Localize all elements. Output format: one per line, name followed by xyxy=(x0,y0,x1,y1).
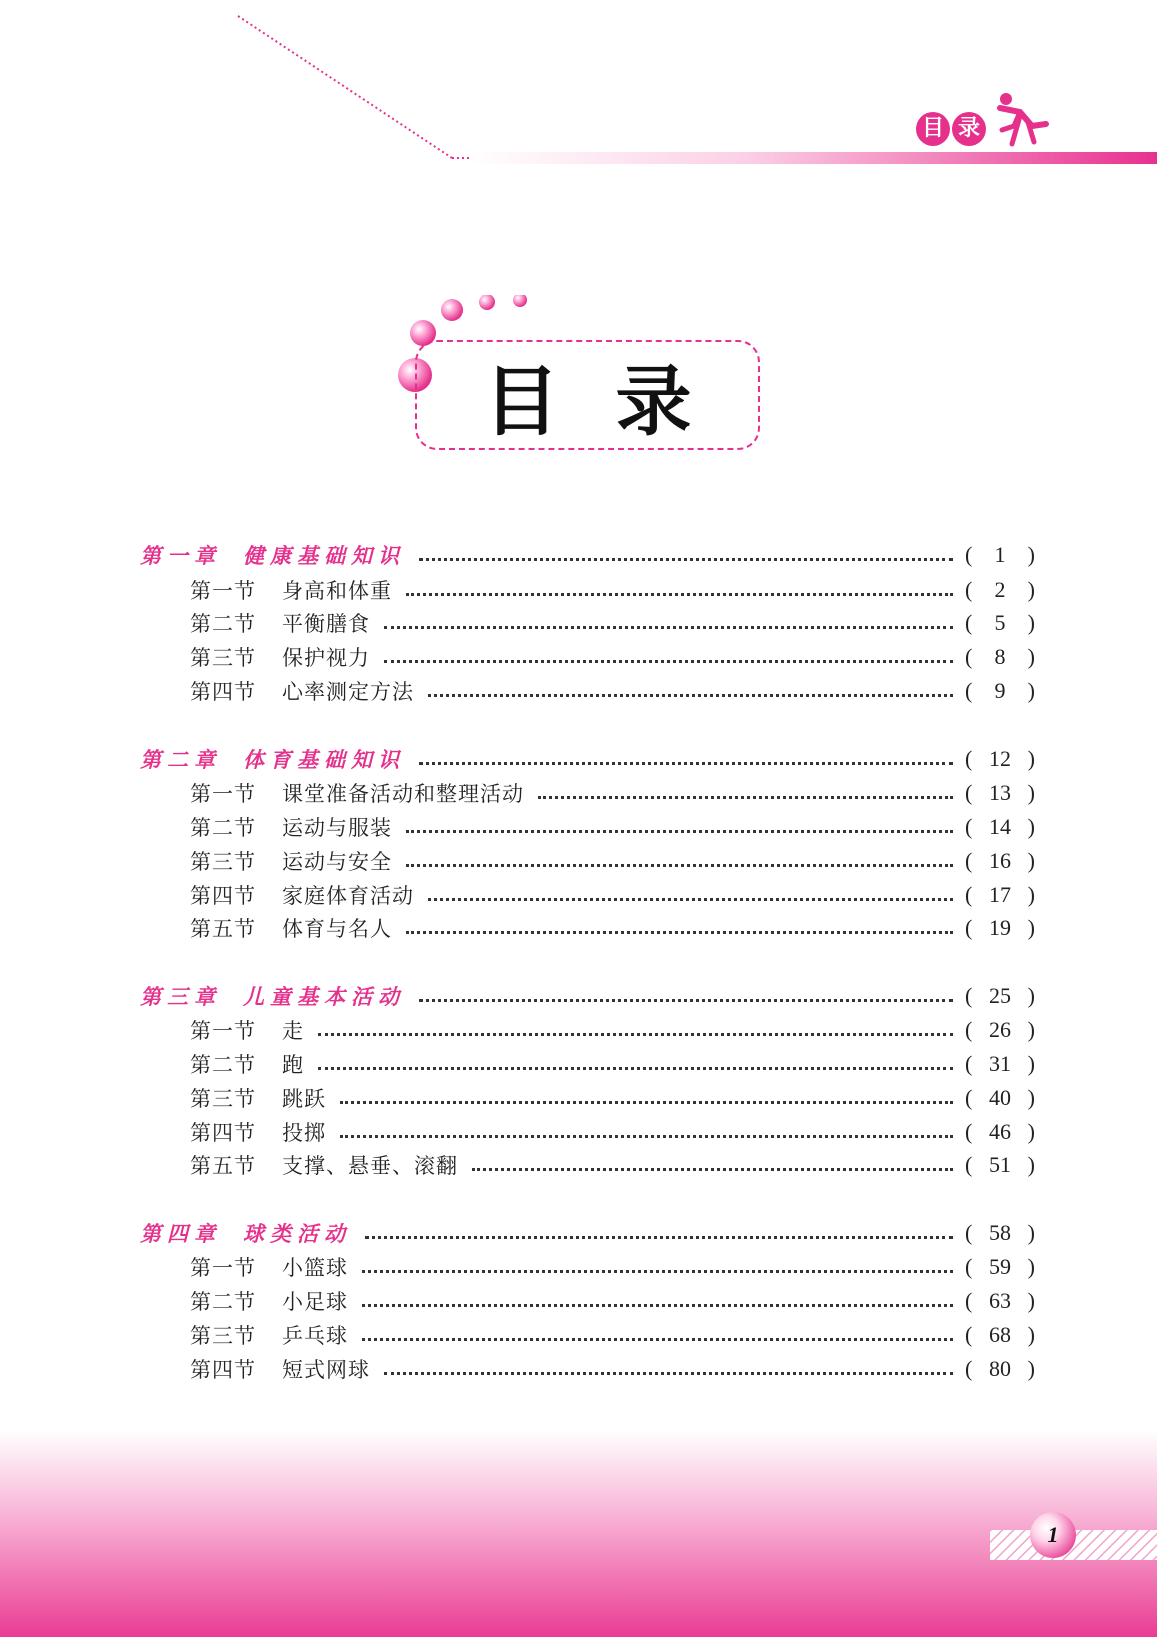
page-ref: ( 40 ) xyxy=(965,1085,1035,1110)
page-ref: ( 8 ) xyxy=(965,644,1035,669)
section-title: 小篮球 xyxy=(282,1256,348,1280)
page-ref: ( 63 ) xyxy=(965,1288,1035,1313)
section-title: 乒乓球 xyxy=(282,1324,348,1348)
page-ref: ( 26 ) xyxy=(965,1017,1035,1042)
toc-section-2-1[interactable] xyxy=(140,778,1035,808)
section-title: 运动与安全 xyxy=(282,850,392,874)
toc-section-1-3[interactable] xyxy=(140,642,1035,672)
dot-leader xyxy=(384,660,953,663)
toc-chapter-4[interactable] xyxy=(140,1218,1035,1248)
section-title: 身高和体重 xyxy=(282,579,392,603)
page-number: 13 xyxy=(989,780,1011,805)
toc-section-2-5[interactable] xyxy=(140,913,1035,943)
chapter-title: 体育基础知识 xyxy=(243,747,405,772)
chapter-title: 球类活动 xyxy=(243,1221,351,1246)
page-number: 19 xyxy=(989,915,1011,940)
section-title: 投掷 xyxy=(282,1121,326,1145)
page-number: 2 xyxy=(994,577,1006,602)
section-number: 第四节 xyxy=(190,884,256,908)
dot-leader xyxy=(318,1033,953,1036)
dot-leader xyxy=(428,898,953,901)
toc-section-3-3[interactable] xyxy=(140,1083,1035,1113)
section-number: 第三节 xyxy=(190,850,256,874)
page-number: 51 xyxy=(989,1152,1011,1177)
toc-section-4-1[interactable] xyxy=(140,1252,1035,1282)
toc-section-3-2[interactable] xyxy=(140,1049,1035,1079)
section-number: 第四节 xyxy=(190,680,256,704)
section-number: 第三节 xyxy=(190,1324,256,1348)
page-number: 58 xyxy=(989,1220,1011,1245)
section-title: 支撑、悬垂、滚翻 xyxy=(282,1154,458,1178)
page-number: 40 xyxy=(989,1085,1011,1110)
page-title: 目录 xyxy=(483,356,748,446)
dot-leader xyxy=(362,1304,953,1307)
dot-leader xyxy=(406,931,953,934)
toc-chapter-1[interactable] xyxy=(140,540,1035,570)
header-badge-char-2: 录 xyxy=(952,112,986,146)
dot-leader xyxy=(318,1067,953,1070)
footer-gradient-band xyxy=(0,1430,1157,1637)
section-number: 第二节 xyxy=(190,1290,256,1314)
section-number: 第二节 xyxy=(190,612,256,636)
section-number: 第四节 xyxy=(190,1358,256,1382)
toc-section-3-5[interactable] xyxy=(140,1150,1035,1180)
page-ref: ( 68 ) xyxy=(965,1322,1035,1347)
page-ref: ( 17 ) xyxy=(965,882,1035,907)
toc-section-4-2[interactable] xyxy=(140,1286,1035,1316)
dot-leader xyxy=(340,1135,953,1138)
page-number: 16 xyxy=(989,848,1011,873)
runner-icon xyxy=(992,90,1052,150)
section-title: 短式网球 xyxy=(282,1358,370,1382)
toc-section-1-2[interactable] xyxy=(140,608,1035,638)
toc-section-4-4[interactable] xyxy=(140,1354,1035,1384)
section-title: 走 xyxy=(282,1019,304,1043)
section-title: 体育与名人 xyxy=(282,917,392,941)
toc-section-2-3[interactable] xyxy=(140,846,1035,876)
chapter-number: 第一章 xyxy=(140,543,221,568)
header-gradient-band xyxy=(470,152,1157,164)
dot-leader xyxy=(340,1101,953,1104)
dot-leader xyxy=(365,1236,953,1239)
toc-section-1-4[interactable] xyxy=(140,676,1035,706)
page-number: 80 xyxy=(989,1356,1011,1381)
page-number: 5 xyxy=(994,610,1006,635)
section-title: 家庭体育活动 xyxy=(282,884,414,908)
toc-section-3-1[interactable] xyxy=(140,1015,1035,1045)
section-title: 跳跃 xyxy=(282,1087,326,1111)
dot-leader xyxy=(419,762,953,765)
page-ref: ( 14 ) xyxy=(965,814,1035,839)
section-title: 运动与服装 xyxy=(282,816,392,840)
dot-leader xyxy=(384,626,953,629)
dot-leader xyxy=(362,1270,953,1273)
page-number: 8 xyxy=(994,644,1006,669)
page-ref: ( 59 ) xyxy=(965,1254,1035,1279)
page-ref: ( 19 ) xyxy=(965,915,1035,940)
page-number: 17 xyxy=(989,882,1011,907)
section-number: 第三节 xyxy=(190,1087,256,1111)
dot-leader xyxy=(419,999,953,1002)
section-number: 第一节 xyxy=(190,1256,256,1280)
page-number: 14 xyxy=(989,814,1011,839)
page-number: 9 xyxy=(994,678,1006,703)
toc-section-2-4[interactable] xyxy=(140,880,1035,910)
title-box xyxy=(415,340,760,450)
section-number: 第三节 xyxy=(190,646,256,670)
section-title: 平衡膳食 xyxy=(282,612,370,636)
chapter-number: 第二章 xyxy=(140,747,221,772)
page-ref: ( 80 ) xyxy=(965,1356,1035,1381)
dot-leader xyxy=(384,1372,953,1375)
section-title: 保护视力 xyxy=(282,646,370,670)
page-number: 46 xyxy=(989,1119,1011,1144)
dot-leader xyxy=(428,694,953,697)
page-number: 59 xyxy=(989,1254,1011,1279)
section-number: 第一节 xyxy=(190,579,256,603)
dot-leader xyxy=(538,796,953,799)
toc-chapter-2[interactable] xyxy=(140,744,1035,774)
dot-leader xyxy=(472,1168,953,1171)
page-number: 12 xyxy=(989,746,1011,771)
header-badge-char-1: 目 xyxy=(916,112,950,146)
section-title: 心率测定方法 xyxy=(282,680,414,704)
page-ref: ( 1 ) xyxy=(965,542,1035,567)
section-title: 课堂准备活动和整理活动 xyxy=(282,782,524,806)
page-number: 68 xyxy=(989,1322,1011,1347)
section-number: 第二节 xyxy=(190,816,256,840)
dot-leader xyxy=(419,558,953,561)
dot-leader xyxy=(406,830,953,833)
chapter-title: 健康基础知识 xyxy=(243,543,405,568)
page-ref: ( 13 ) xyxy=(965,780,1035,805)
dot-leader xyxy=(362,1338,953,1341)
section-title: 小足球 xyxy=(282,1290,348,1314)
page-ref: ( 51 ) xyxy=(965,1152,1035,1177)
header-badge xyxy=(916,112,986,146)
dot-leader xyxy=(406,864,953,867)
chapter-number: 第四章 xyxy=(140,1221,221,1246)
page-ref: ( 5 ) xyxy=(965,610,1035,635)
page-ref: ( 12 ) xyxy=(965,746,1035,771)
toc-chapter-3[interactable] xyxy=(140,981,1035,1011)
chapter-number: 第三章 xyxy=(140,984,221,1009)
section-number: 第五节 xyxy=(190,917,256,941)
page-ref: ( 31 ) xyxy=(965,1051,1035,1076)
page-ref: ( 2 ) xyxy=(965,577,1035,602)
section-number: 第一节 xyxy=(190,782,256,806)
section-number: 第四节 xyxy=(190,1121,256,1145)
dot-leader xyxy=(406,593,953,596)
chapter-title: 儿童基本活动 xyxy=(243,984,405,1009)
page-number: 26 xyxy=(989,1017,1011,1042)
page-number-badge: 1 xyxy=(1030,1512,1076,1558)
page-ref: ( 58 ) xyxy=(965,1220,1035,1245)
toc-section-4-3[interactable] xyxy=(140,1320,1035,1350)
page-number: 31 xyxy=(989,1051,1011,1076)
page-ref: ( 16 ) xyxy=(965,848,1035,873)
page-ref: ( 9 ) xyxy=(965,678,1035,703)
toc-section-1-1[interactable] xyxy=(140,575,1035,605)
section-title: 跑 xyxy=(282,1053,304,1077)
section-number: 第五节 xyxy=(190,1154,256,1178)
page-number: 63 xyxy=(989,1288,1011,1313)
section-number: 第一节 xyxy=(190,1019,256,1043)
page-number: 25 xyxy=(989,983,1011,1008)
page-ref: ( 25 ) xyxy=(965,983,1035,1008)
section-number: 第二节 xyxy=(190,1053,256,1077)
page-number: 1 xyxy=(994,542,1006,567)
toc-section-2-2[interactable] xyxy=(140,812,1035,842)
page-ref: ( 46 ) xyxy=(965,1119,1035,1144)
toc-section-3-4[interactable] xyxy=(140,1117,1035,1147)
